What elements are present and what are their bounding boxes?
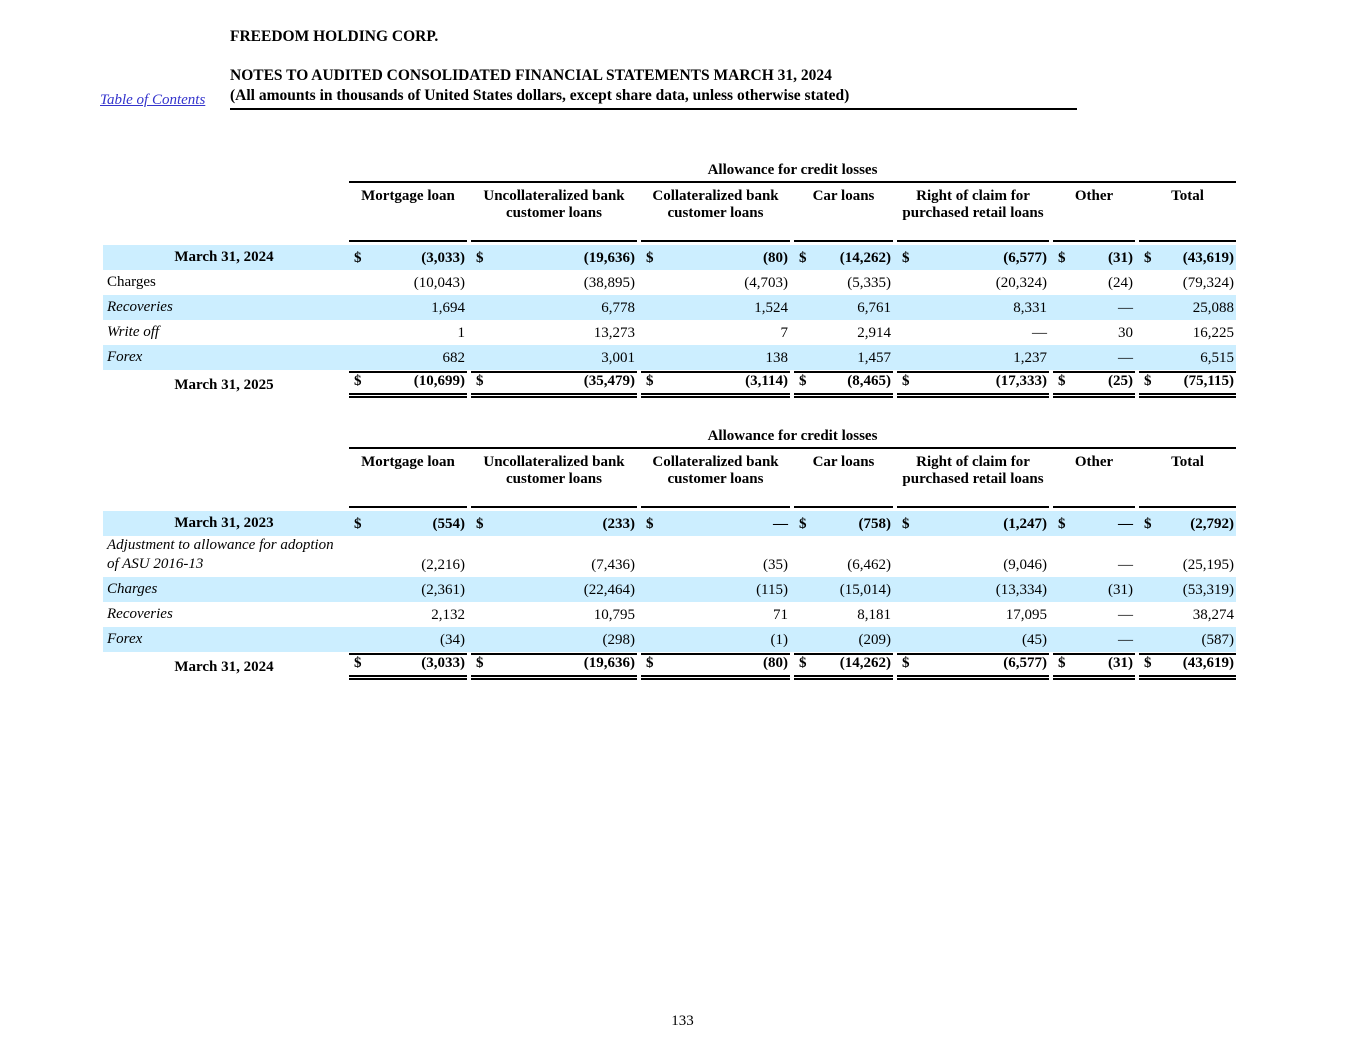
currency-symbol: $ — [1058, 655, 1066, 671]
amount-cell — [1053, 632, 1135, 652]
amount-value: 8,331 — [1013, 300, 1047, 316]
amount-value: 2,914 — [857, 325, 891, 341]
amount-cell — [641, 516, 790, 536]
header-spacer — [103, 452, 345, 508]
amount-cell — [794, 516, 893, 536]
currency-symbol: $ — [646, 250, 654, 266]
row-label: Forex — [107, 349, 143, 365]
amount-value: (31) — [1108, 655, 1133, 671]
table-body — [103, 511, 1236, 680]
amount-value: — — [1118, 350, 1133, 366]
currency-symbol: $ — [646, 516, 654, 532]
amount-cell — [471, 325, 637, 345]
table-row — [103, 370, 1236, 398]
amount-cell — [897, 325, 1049, 345]
amount-value: 13,273 — [593, 325, 635, 341]
column-header: Mortgage loan — [349, 452, 467, 508]
amount-value: — — [1118, 607, 1133, 623]
column-header: Other — [1053, 452, 1135, 508]
amount-value: (3,033) — [421, 250, 465, 266]
amount-cell — [349, 516, 467, 536]
caption-spacer — [103, 428, 345, 449]
amount-value: — — [1118, 557, 1133, 573]
amount-cell — [1139, 300, 1236, 320]
allowance-table-fy2024 — [103, 428, 1236, 680]
amount-cell — [1053, 607, 1135, 627]
amount-value: 30 — [1118, 325, 1133, 341]
amount-value: (13,334) — [995, 582, 1047, 598]
currency-symbol: $ — [902, 250, 910, 266]
amount-value: (4,703) — [744, 275, 788, 291]
column-header: Car loans — [794, 452, 893, 508]
amount-cell — [1139, 325, 1236, 345]
amount-cell — [897, 582, 1049, 602]
amount-cell — [794, 275, 893, 295]
amount-cell — [1139, 371, 1236, 398]
amount-cell — [794, 582, 893, 602]
amount-value: (3,033) — [421, 655, 465, 671]
row-label: March 31, 2025 — [174, 377, 274, 393]
amount-cell — [349, 371, 467, 398]
table-row — [103, 602, 1236, 627]
amount-value: (25) — [1108, 373, 1133, 389]
column-header: Total — [1139, 452, 1236, 508]
amount-value: (31) — [1108, 582, 1133, 598]
amount-cell — [1053, 275, 1135, 295]
amount-cell — [1053, 325, 1135, 345]
amount-value: (43,619) — [1182, 250, 1234, 266]
currency-symbol: $ — [799, 250, 807, 266]
amount-cell — [471, 653, 637, 680]
amount-value: 1,457 — [857, 350, 891, 366]
amount-value: (1,247) — [1003, 516, 1047, 532]
amount-cell — [897, 516, 1049, 536]
amount-cell — [471, 371, 637, 398]
allowance-table-fy2025 — [103, 162, 1236, 398]
amount-value: 71 — [773, 607, 788, 623]
table-caption-row — [103, 428, 1236, 449]
amount-cell — [349, 300, 467, 320]
amount-cell — [897, 632, 1049, 652]
amount-cell — [897, 653, 1049, 680]
amount-cell — [349, 250, 467, 270]
table-row — [103, 245, 1236, 270]
amount-cell — [794, 607, 893, 627]
table-header-row — [103, 452, 1236, 508]
currency-symbol: $ — [1144, 373, 1152, 389]
amount-value: (587) — [1201, 632, 1234, 648]
currency-symbol: $ — [902, 655, 910, 671]
column-header: Collateralized bank customer loans — [641, 186, 790, 242]
amount-cell — [794, 557, 893, 577]
table-caption: Allowance for credit losses — [349, 428, 1236, 449]
amount-cell — [794, 632, 893, 652]
amount-value: (2,792) — [1190, 516, 1234, 532]
amount-cell — [794, 325, 893, 345]
column-header: Uncollateralized bank customer loans — [471, 452, 637, 508]
table-row — [103, 627, 1236, 652]
amount-cell — [1139, 275, 1236, 295]
amount-cell — [1139, 250, 1236, 270]
currency-symbol: $ — [1144, 655, 1152, 671]
currency-symbol: $ — [476, 655, 484, 671]
amount-value: (8,465) — [847, 373, 891, 389]
amount-cell — [641, 350, 790, 370]
amount-cell — [471, 607, 637, 627]
amount-value: (554) — [432, 516, 465, 532]
row-label: Forex — [107, 631, 143, 647]
amount-cell — [1053, 516, 1135, 536]
amount-value: (10,043) — [413, 275, 465, 291]
column-header: Mortgage loan — [349, 186, 467, 242]
table-row — [103, 295, 1236, 320]
amount-cell — [794, 653, 893, 680]
amount-cell — [794, 350, 893, 370]
amount-value: (79,324) — [1182, 275, 1234, 291]
row-label: March 31, 2024 — [174, 249, 274, 265]
amount-cell — [1053, 582, 1135, 602]
amount-value: (43,619) — [1182, 655, 1234, 671]
column-header: Other — [1053, 186, 1135, 242]
amount-cell — [641, 557, 790, 577]
amount-cell — [641, 607, 790, 627]
amount-value: (209) — [858, 632, 891, 648]
amount-value: (6,577) — [1003, 655, 1047, 671]
column-header: Right of claim for purchased retail loans — [897, 186, 1049, 242]
currency-symbol: $ — [646, 655, 654, 671]
amount-cell — [641, 582, 790, 602]
amount-value: 38,274 — [1192, 607, 1234, 623]
row-label: Recoveries — [107, 299, 173, 315]
amount-cell — [349, 632, 467, 652]
amount-value: (2,361) — [421, 582, 465, 598]
amount-value: (233) — [602, 516, 635, 532]
amount-value: 1,694 — [431, 300, 465, 316]
amount-value: 138 — [765, 350, 788, 366]
amount-cell — [471, 582, 637, 602]
page-number: 133 — [671, 1013, 694, 1029]
amount-cell — [1053, 653, 1135, 680]
amount-value: (19,636) — [583, 655, 635, 671]
amount-value: (9,046) — [1003, 557, 1047, 573]
amount-value: (1) — [770, 632, 788, 648]
amount-value: — — [1118, 516, 1133, 532]
amount-value: 1,237 — [1013, 350, 1047, 366]
amount-value: 25,088 — [1192, 300, 1234, 316]
row-label: March 31, 2023 — [174, 515, 274, 531]
currency-symbol: $ — [476, 516, 484, 532]
currency-symbol: $ — [799, 373, 807, 389]
amount-cell — [349, 557, 467, 577]
amount-value: (31) — [1108, 250, 1133, 266]
column-header: Collateralized bank customer loans — [641, 452, 790, 508]
table-row — [103, 345, 1236, 370]
amount-value: (24) — [1108, 275, 1133, 291]
currency-symbol: $ — [476, 250, 484, 266]
amount-cell — [1139, 607, 1236, 627]
currency-symbol: $ — [354, 373, 362, 389]
row-label: Charges — [107, 274, 156, 290]
amount-value: (80) — [763, 250, 788, 266]
amount-value: 6,761 — [857, 300, 891, 316]
table-row — [103, 320, 1236, 345]
amount-cell — [1053, 371, 1135, 398]
currency-symbol: $ — [1144, 516, 1152, 532]
amount-value: (17,333) — [995, 373, 1047, 389]
currency-symbol: $ — [902, 516, 910, 532]
amount-value: (14,262) — [839, 655, 891, 671]
amount-value: 1 — [457, 325, 465, 341]
amount-cell — [641, 250, 790, 270]
amount-cell — [1139, 653, 1236, 680]
amount-value: 2,132 — [431, 607, 465, 623]
amount-value: 10,795 — [593, 607, 635, 623]
amount-cell — [349, 350, 467, 370]
amount-cell — [897, 557, 1049, 577]
amount-value: 8,181 — [857, 607, 891, 623]
currency-symbol: $ — [902, 373, 910, 389]
amount-value: 16,225 — [1192, 325, 1234, 341]
amount-value: (35) — [763, 557, 788, 573]
amount-cell — [897, 300, 1049, 320]
amount-value: (80) — [763, 655, 788, 671]
amount-cell — [1139, 632, 1236, 652]
amount-value: (115) — [756, 582, 788, 598]
amount-cell — [897, 371, 1049, 398]
table-of-contents-link[interactable]: Table of Contents — [100, 92, 206, 108]
table-caption-row — [103, 162, 1236, 183]
amount-value: (298) — [602, 632, 635, 648]
amount-cell — [794, 250, 893, 270]
table-caption: Allowance for credit losses — [349, 162, 1236, 183]
currency-symbol: $ — [1058, 250, 1066, 266]
amount-value: (14,262) — [839, 250, 891, 266]
amount-value: (25,195) — [1182, 557, 1234, 573]
amount-cell — [897, 275, 1049, 295]
amount-cell — [897, 350, 1049, 370]
amount-value: 6,778 — [601, 300, 635, 316]
table-body — [103, 245, 1236, 398]
amount-value: 6,515 — [1200, 350, 1234, 366]
amount-cell — [641, 653, 790, 680]
amount-value: 7 — [780, 325, 788, 341]
caption-spacer — [103, 162, 345, 183]
amount-cell — [1139, 582, 1236, 602]
currency-symbol: $ — [799, 655, 807, 671]
amount-cell — [1053, 557, 1135, 577]
amount-value: — — [1032, 325, 1047, 341]
amount-cell — [641, 300, 790, 320]
table-header-row — [103, 186, 1236, 242]
column-header: Uncollateralized bank customer loans — [471, 186, 637, 242]
amount-value: (5,335) — [847, 275, 891, 291]
amount-value: (7,436) — [591, 557, 635, 573]
document-title: NOTES TO AUDITED CONSOLIDATED FINANCIAL STATEMENTS MARCH 31, 2024 — [230, 67, 832, 84]
amount-value: — — [1118, 300, 1133, 316]
currency-symbol: $ — [354, 250, 362, 266]
amount-value: (45) — [1022, 632, 1047, 648]
amount-value: 682 — [442, 350, 465, 366]
amount-cell — [897, 250, 1049, 270]
amount-value: (38,895) — [583, 275, 635, 291]
amount-value: (22,464) — [583, 582, 635, 598]
document-subtitle: (All amounts in thousands of United States dollars, except share data, unless otherwise stated) — [230, 87, 1077, 110]
row-label: March 31, 2024 — [174, 659, 274, 675]
amount-value: 17,095 — [1005, 607, 1047, 623]
amount-cell — [349, 582, 467, 602]
amount-cell — [1053, 250, 1135, 270]
amount-value: (20,324) — [995, 275, 1047, 291]
amount-cell — [471, 300, 637, 320]
document-header — [230, 0, 1365, 110]
amount-cell — [471, 632, 637, 652]
currency-symbol: $ — [1144, 250, 1152, 266]
amount-cell — [471, 250, 637, 270]
amount-cell — [349, 607, 467, 627]
table-row — [103, 270, 1236, 295]
table-row — [103, 577, 1236, 602]
amount-cell — [641, 275, 790, 295]
table-row — [103, 511, 1236, 536]
amount-value: (35,479) — [583, 373, 635, 389]
table-row — [103, 652, 1236, 680]
amount-cell — [794, 371, 893, 398]
amount-cell — [1139, 350, 1236, 370]
amount-cell — [471, 275, 637, 295]
amount-value: — — [773, 516, 788, 532]
row-label: Adjustment to allowance for adoption of ASU 2016-13 — [107, 537, 334, 572]
amount-value: (53,319) — [1182, 582, 1234, 598]
amount-cell — [471, 350, 637, 370]
amount-value: 3,001 — [601, 350, 635, 366]
amount-value: (6,462) — [847, 557, 891, 573]
currency-symbol: $ — [646, 373, 654, 389]
currency-symbol: $ — [1058, 516, 1066, 532]
amount-value: — — [1118, 632, 1133, 648]
table-row — [103, 536, 1236, 577]
amount-value: (3,114) — [745, 373, 788, 389]
amount-value: (6,577) — [1003, 250, 1047, 266]
amount-value: 1,524 — [754, 300, 788, 316]
amount-value: (34) — [440, 632, 465, 648]
column-header: Right of claim for purchased retail loans — [897, 452, 1049, 508]
amount-cell — [349, 275, 467, 295]
amount-cell — [349, 653, 467, 680]
column-header: Total — [1139, 186, 1236, 242]
amount-cell — [1053, 300, 1135, 320]
amount-value: (15,014) — [839, 582, 891, 598]
amount-cell — [471, 557, 637, 577]
currency-symbol: $ — [354, 655, 362, 671]
amount-cell — [794, 300, 893, 320]
currency-symbol: $ — [799, 516, 807, 532]
currency-symbol: $ — [476, 373, 484, 389]
amount-cell — [1139, 516, 1236, 536]
currency-symbol: $ — [354, 516, 362, 532]
column-header: Car loans — [794, 186, 893, 242]
amount-cell — [349, 325, 467, 345]
amount-cell — [897, 607, 1049, 627]
amount-value: (2,216) — [421, 557, 465, 573]
amount-cell — [1053, 350, 1135, 370]
amount-value: (75,115) — [1183, 373, 1234, 389]
amount-cell — [641, 632, 790, 652]
amount-cell — [641, 371, 790, 398]
row-label: Recoveries — [107, 606, 173, 622]
currency-symbol: $ — [1058, 373, 1066, 389]
amount-cell — [641, 325, 790, 345]
amount-value: (19,636) — [583, 250, 635, 266]
amount-value: (10,699) — [413, 373, 465, 389]
amount-value: (758) — [858, 516, 891, 532]
amount-cell — [1139, 557, 1236, 577]
row-label: Write off — [107, 324, 160, 340]
row-label: Charges — [107, 581, 158, 597]
company-name: FREEDOM HOLDING CORP. — [230, 28, 439, 45]
header-spacer — [103, 186, 345, 242]
amount-cell — [471, 516, 637, 536]
